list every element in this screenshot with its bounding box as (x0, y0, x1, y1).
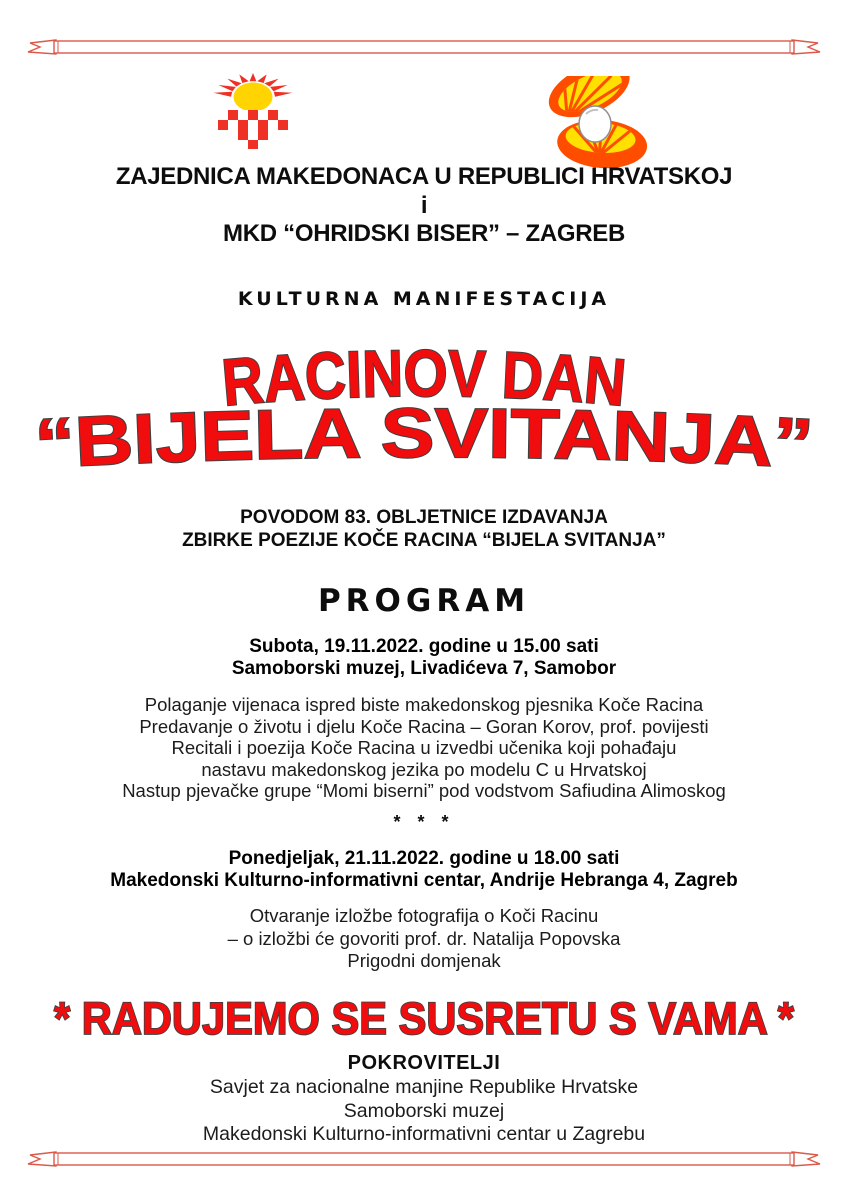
program-item: Nastup pjevačke grupe “Momi biserni” pod vodstvom Safiudina Alimoskog (122, 780, 726, 801)
patron-item: Makedonski Kulturno-informativni centar u Zagrebu (202, 1123, 646, 1145)
society-name: MKD “OHRIDSKI BISER” – ZAGREB (223, 220, 625, 247)
section-separator: * * * (393, 812, 455, 832)
bottom-ribbon-decoration (0, 1146, 848, 1172)
patrons-heading: POKROVITELJI (347, 1052, 501, 1074)
program-item: Otvaranje izložbe fotografija o Koči Racinu (249, 905, 599, 926)
closing-message-wordart (0, 992, 848, 1048)
macedonian-sun-checkerboard-icon (198, 72, 308, 152)
program-item: Predavanje o životu i djelu Koče Racina – Goran Korov, prof. povijesti (139, 715, 709, 737)
event-2-datetime: Ponedjeljak, 21.11.2022. godine u 18.00 sati (228, 848, 620, 869)
occasion-line2: ZBIRKE POEZIJE KOČE RACINA “BIJELA SVITANJA” (182, 530, 666, 551)
society-logo (542, 76, 662, 171)
pearl-shell-icon (542, 76, 662, 171)
closing-message-svg (0, 992, 848, 1048)
event-2-program (0, 905, 848, 973)
ribbon-scroll-icon (0, 34, 848, 60)
closing-message: * RADUJEMO SE SUSRETU S VAMA * (54, 993, 795, 1044)
ribbon-scroll-icon (0, 1146, 848, 1172)
conjunction: i (420, 192, 428, 219)
occasion-line1: POVODOM 83. OBLJETNICE IZDAVANJA (240, 507, 608, 528)
program-item: nastavu makedonskog jezika po modelu C u Hrvatskoj (201, 758, 647, 780)
event-1-datetime: Subota, 19.11.2022. godine u 15.00 sati (249, 636, 599, 657)
event-title (0, 335, 848, 490)
event-1-venue: Samoborski muzej, Livadićeva 7, Samobor (231, 658, 617, 679)
program-item: Recitali i poezija Koče Racina u izvedbi učenika koji pohađaju (171, 737, 677, 758)
svg-text:“BIJELA SVITANJA” (33, 394, 815, 483)
patron-item: Samoborski muzej (343, 1099, 505, 1122)
event-title-line1: RACINOV DAN (219, 335, 636, 420)
program-item: Polaganje vijenaca ispred biste makedonskog pjesnika Koče Racina (144, 694, 704, 715)
patrons-list (0, 1076, 848, 1147)
event-title-line2: “BIJELA SVITANJA” (32, 393, 811, 483)
top-ribbon-decoration (0, 34, 848, 60)
event-2-venue: Makedonski Kulturno-informativni centar, Andrije Hebranga 4, Zagreb (110, 870, 738, 891)
program-heading: PROGRAM (317, 583, 531, 619)
program-item: Prigodni domjenak (347, 950, 501, 971)
event-1-program (0, 694, 848, 802)
event-category: KULTURNA MANIFESTACIJA (237, 288, 611, 310)
event-title-wordart (0, 335, 848, 490)
patron-item: Savjet za nacionalne manjine Republike Hrvatske (209, 1076, 639, 1098)
community-logo (198, 72, 308, 152)
organizer-name: ZAJEDNICA MAKEDONACA U REPUBLICI HRVATSKOJ (115, 163, 733, 190)
program-item: – o izložbi će govoriti prof. dr. Natalija Popovska (227, 927, 621, 949)
